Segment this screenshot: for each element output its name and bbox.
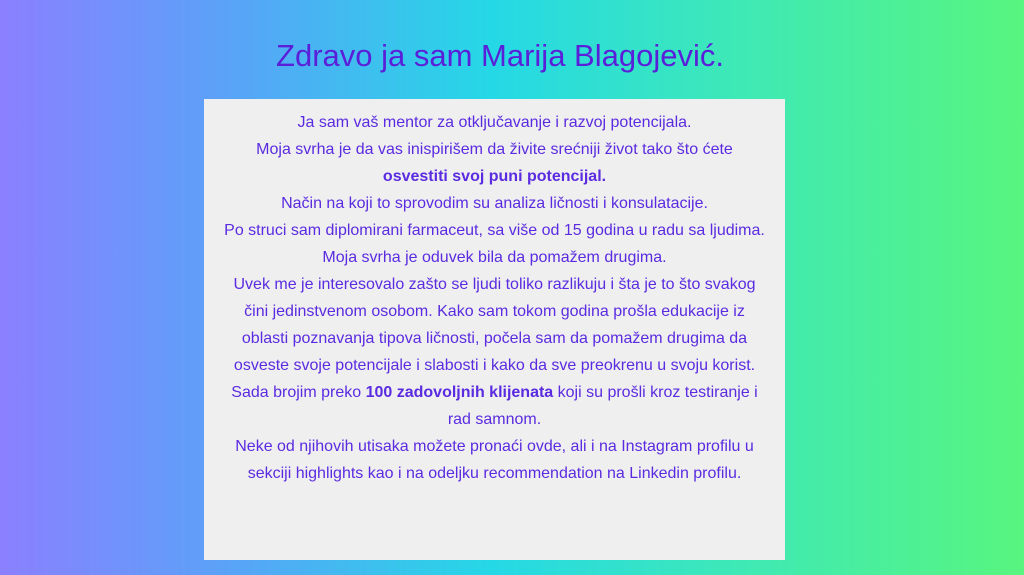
clients-highlight: 100 zadovoljnih klijenata [365, 384, 554, 401]
clients-text [222, 379, 767, 433]
intro-text: Ja sam vaš mentor za otključavanje i razvoj potencijala. [297, 114, 692, 131]
method-text: Način na koji to sprovodim su analiza ličnosti i konsulatacije. [281, 195, 708, 212]
clients-prefix: Sada brojim preko [231, 384, 366, 401]
page-title: Zdravo ja sam Marija Blagojević. [276, 38, 724, 73]
profession-text: Po struci sam diplomirani farmaceut, sa više od 15 godina u radu sa ljudima. Moja svrha je oduvek bila da pomažem drugima. [224, 222, 765, 266]
clients-suffix: koji su prošli kroz testiranje i rad samnom. [447, 384, 758, 428]
purpose-highlight: osvestiti svoj puni potencijal. [382, 168, 607, 185]
purpose-text [222, 136, 767, 190]
story-text: Uvek me je interesovalo zašto se ljudi toliko razlikuju i šta je to što svakog čini jedinstvenom osobom. Kako sam tokom godina prošla edukacije iz oblasti poznavanja tipova ličnosti, počela sam da pomažem drugima da osveste svoje potencijale i slabosti i kako da sve preokrenu u svoju korist. [233, 276, 756, 374]
purpose-line: Moja svrha je da vas inispirišem da živite srećniji život tako što ćete [256, 141, 733, 158]
testimonials-text: Neke od njihovih utisaka možete pronaći ovde, ali i na Instagram profilu u sekciji highlights kao i na odeljku recommendation na Linkedin profilu. [235, 438, 754, 482]
about-card [204, 99, 785, 560]
